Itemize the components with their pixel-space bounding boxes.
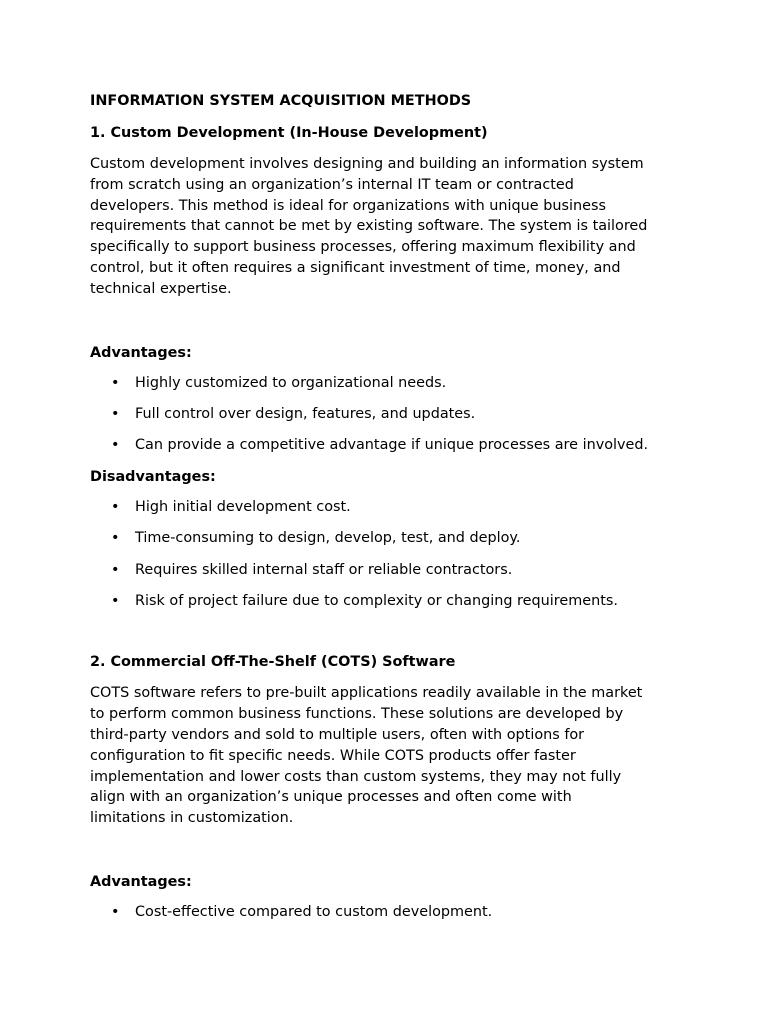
list-item-text: Can provide a competitive advantage if unique processes are involved. — [135, 437, 649, 454]
paragraph-line: technical expertise. — [90, 280, 232, 297]
paragraph-line: developers. This method is ideal for organizations with unique business — [90, 197, 606, 214]
section-heading: 2. Commercial Off-The-Shelf (COTS) Software — [90, 654, 456, 671]
list-item — [90, 529, 690, 547]
bullet-icon: • — [111, 592, 120, 609]
section-custom-development — [90, 124, 690, 610]
section-cots-software — [90, 653, 690, 921]
list-item-text: High initial development cost. — [135, 498, 351, 515]
list-item — [90, 405, 690, 423]
list-item — [90, 592, 690, 610]
document-title: INFORMATION SYSTEM ACQUISITION METHODS — [90, 93, 472, 109]
advantages-list — [90, 903, 690, 921]
paragraph-line: from scratch using an organization’s internal IT team or contracted — [90, 176, 574, 193]
list-item — [90, 498, 690, 516]
list-item-text: Risk of project failure due to complexity or changing requirements. — [135, 592, 618, 609]
list-item-text: Requires skilled internal staff or reliable contractors. — [135, 561, 513, 578]
list-item — [90, 561, 690, 579]
list-item-text: Time-consuming to design, develop, test, and deploy. — [135, 530, 521, 547]
bullet-icon: • — [111, 374, 120, 391]
paragraph-line: implementation and lower costs than custom systems, they may not fully — [90, 768, 622, 785]
bullet-icon: • — [111, 498, 120, 515]
list-item — [90, 903, 690, 921]
section-heading: 1. Custom Development (In-House Development) — [90, 125, 488, 141]
paragraph-line: Custom development involves designing and building an information system — [90, 156, 644, 172]
list-item — [90, 436, 690, 454]
list-item-text: Cost-effective compared to custom development. — [135, 903, 493, 920]
spacer — [90, 623, 690, 653]
section-paragraph — [90, 154, 690, 300]
paragraph-line: COTS software refers to pre-built applications readily available in the market — [90, 685, 643, 702]
paragraph-line: specifically to support business processes, offering maximum flexibility and — [90, 239, 636, 256]
disadvantages-label: Disadvantages: — [90, 468, 216, 485]
paragraph-line: requirements that cannot be met by existing software. The system is tailored — [90, 218, 648, 235]
bullet-icon: • — [111, 530, 120, 547]
spacer — [90, 300, 690, 344]
paragraph-line: control, but it often requires a significant investment of time, money, and — [90, 259, 621, 276]
bullet-icon: • — [111, 405, 120, 422]
document-page — [90, 92, 690, 934]
paragraph-line: configuration to fit specific needs. While COTS products offer faster — [90, 747, 576, 764]
advantages-label: Advantages: — [90, 344, 192, 361]
bullet-icon: • — [111, 903, 120, 920]
paragraph-line: limitations in customization. — [90, 810, 294, 827]
bullet-icon: • — [111, 561, 120, 578]
spacer — [90, 829, 690, 873]
advantages-label: Advantages: — [90, 873, 192, 890]
list-item — [90, 374, 690, 392]
list-item-text: Highly customized to organizational needs. — [135, 374, 447, 391]
paragraph-line: align with an organization’s unique processes and often come with — [90, 789, 572, 806]
section-paragraph — [90, 683, 690, 829]
paragraph-line: third-party vendors and sold to multiple users, often with options for — [90, 726, 585, 743]
paragraph-line: to perform common business functions. These solutions are developed by — [90, 706, 624, 723]
advantages-list — [90, 374, 690, 455]
bullet-icon: • — [111, 437, 120, 454]
list-item-text: Full control over design, features, and updates. — [135, 405, 476, 422]
disadvantages-list — [90, 498, 690, 610]
